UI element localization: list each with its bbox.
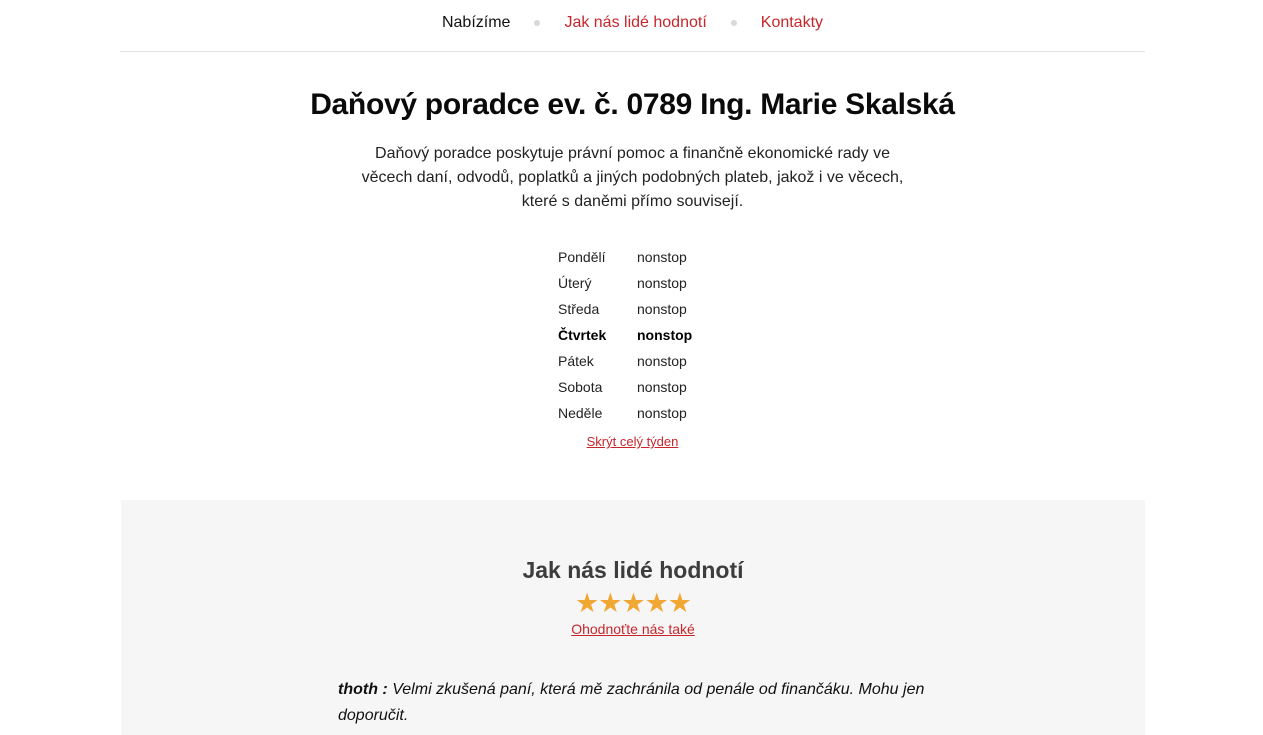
- hours-time: nonstop: [637, 379, 687, 395]
- hours-day: Úterý: [558, 275, 592, 291]
- hours-day: Pátek: [558, 353, 594, 369]
- review-text: Velmi zkušená paní, která mě zachránila od penále od finančáku. Mohu jen doporučit.: [338, 681, 925, 724]
- hours-time: nonstop: [637, 405, 687, 421]
- hours-day: Středa: [558, 301, 600, 317]
- nav-item-kontakty[interactable]: Kontakty: [760, 13, 824, 31]
- hours-row: [558, 400, 692, 426]
- page-description: Daňový poradce poskytuje právní pomoc a finančně ekonomické rady ve věcech daní, odvodů, poplatků a jiných podobných plateb, jakož i ve věcech, které s daněmi přímo souvisejí.: [361, 145, 904, 210]
- top-navigation: [120, 0, 1145, 52]
- hours-row: [558, 348, 692, 374]
- opening-hours-table: [558, 244, 692, 426]
- rate-us-link[interactable]: Ohodnoťte nás také: [571, 621, 695, 637]
- star-rating-icon: ★★★★★: [574, 588, 692, 618]
- hours-day: Neděle: [558, 405, 603, 421]
- hours-day: Čtvrtek: [558, 327, 607, 343]
- hours-row: [558, 296, 692, 322]
- hours-row: [558, 244, 692, 270]
- nav-separator-dot: [534, 20, 540, 26]
- hours-time: nonstop: [637, 353, 687, 369]
- hours-time: nonstop: [637, 301, 687, 317]
- hours-row: [558, 374, 692, 400]
- review-separator: :: [377, 681, 393, 698]
- nav-item-hodnoceni[interactable]: Jak nás lidé hodnotí: [564, 13, 707, 31]
- nav-item-nabizime[interactable]: Nabízíme: [441, 13, 511, 31]
- hours-time: nonstop: [637, 275, 687, 291]
- hero-section: [120, 88, 1145, 214]
- reviews-title: Jak nás lidé hodnotí: [522, 557, 744, 583]
- hide-week-link[interactable]: Skrýt celý týden: [586, 434, 679, 449]
- page-title: Daňový poradce ev. č. 0789 Ing. Marie Skalská: [310, 88, 955, 121]
- hours-time: nonstop: [637, 327, 693, 343]
- review-author: thoth: [338, 681, 378, 698]
- hours-time: nonstop: [637, 249, 687, 265]
- review-item: [338, 677, 938, 729]
- hours-row-today: [558, 322, 692, 348]
- reviews-section: [121, 500, 1145, 735]
- toggle-week-container: [120, 434, 1145, 449]
- nav-separator-dot: [731, 20, 737, 26]
- hours-day: Pondělí: [558, 249, 606, 265]
- hours-day: Sobota: [558, 379, 603, 395]
- hours-row: [558, 270, 692, 296]
- rate-link-container: [121, 621, 1145, 637]
